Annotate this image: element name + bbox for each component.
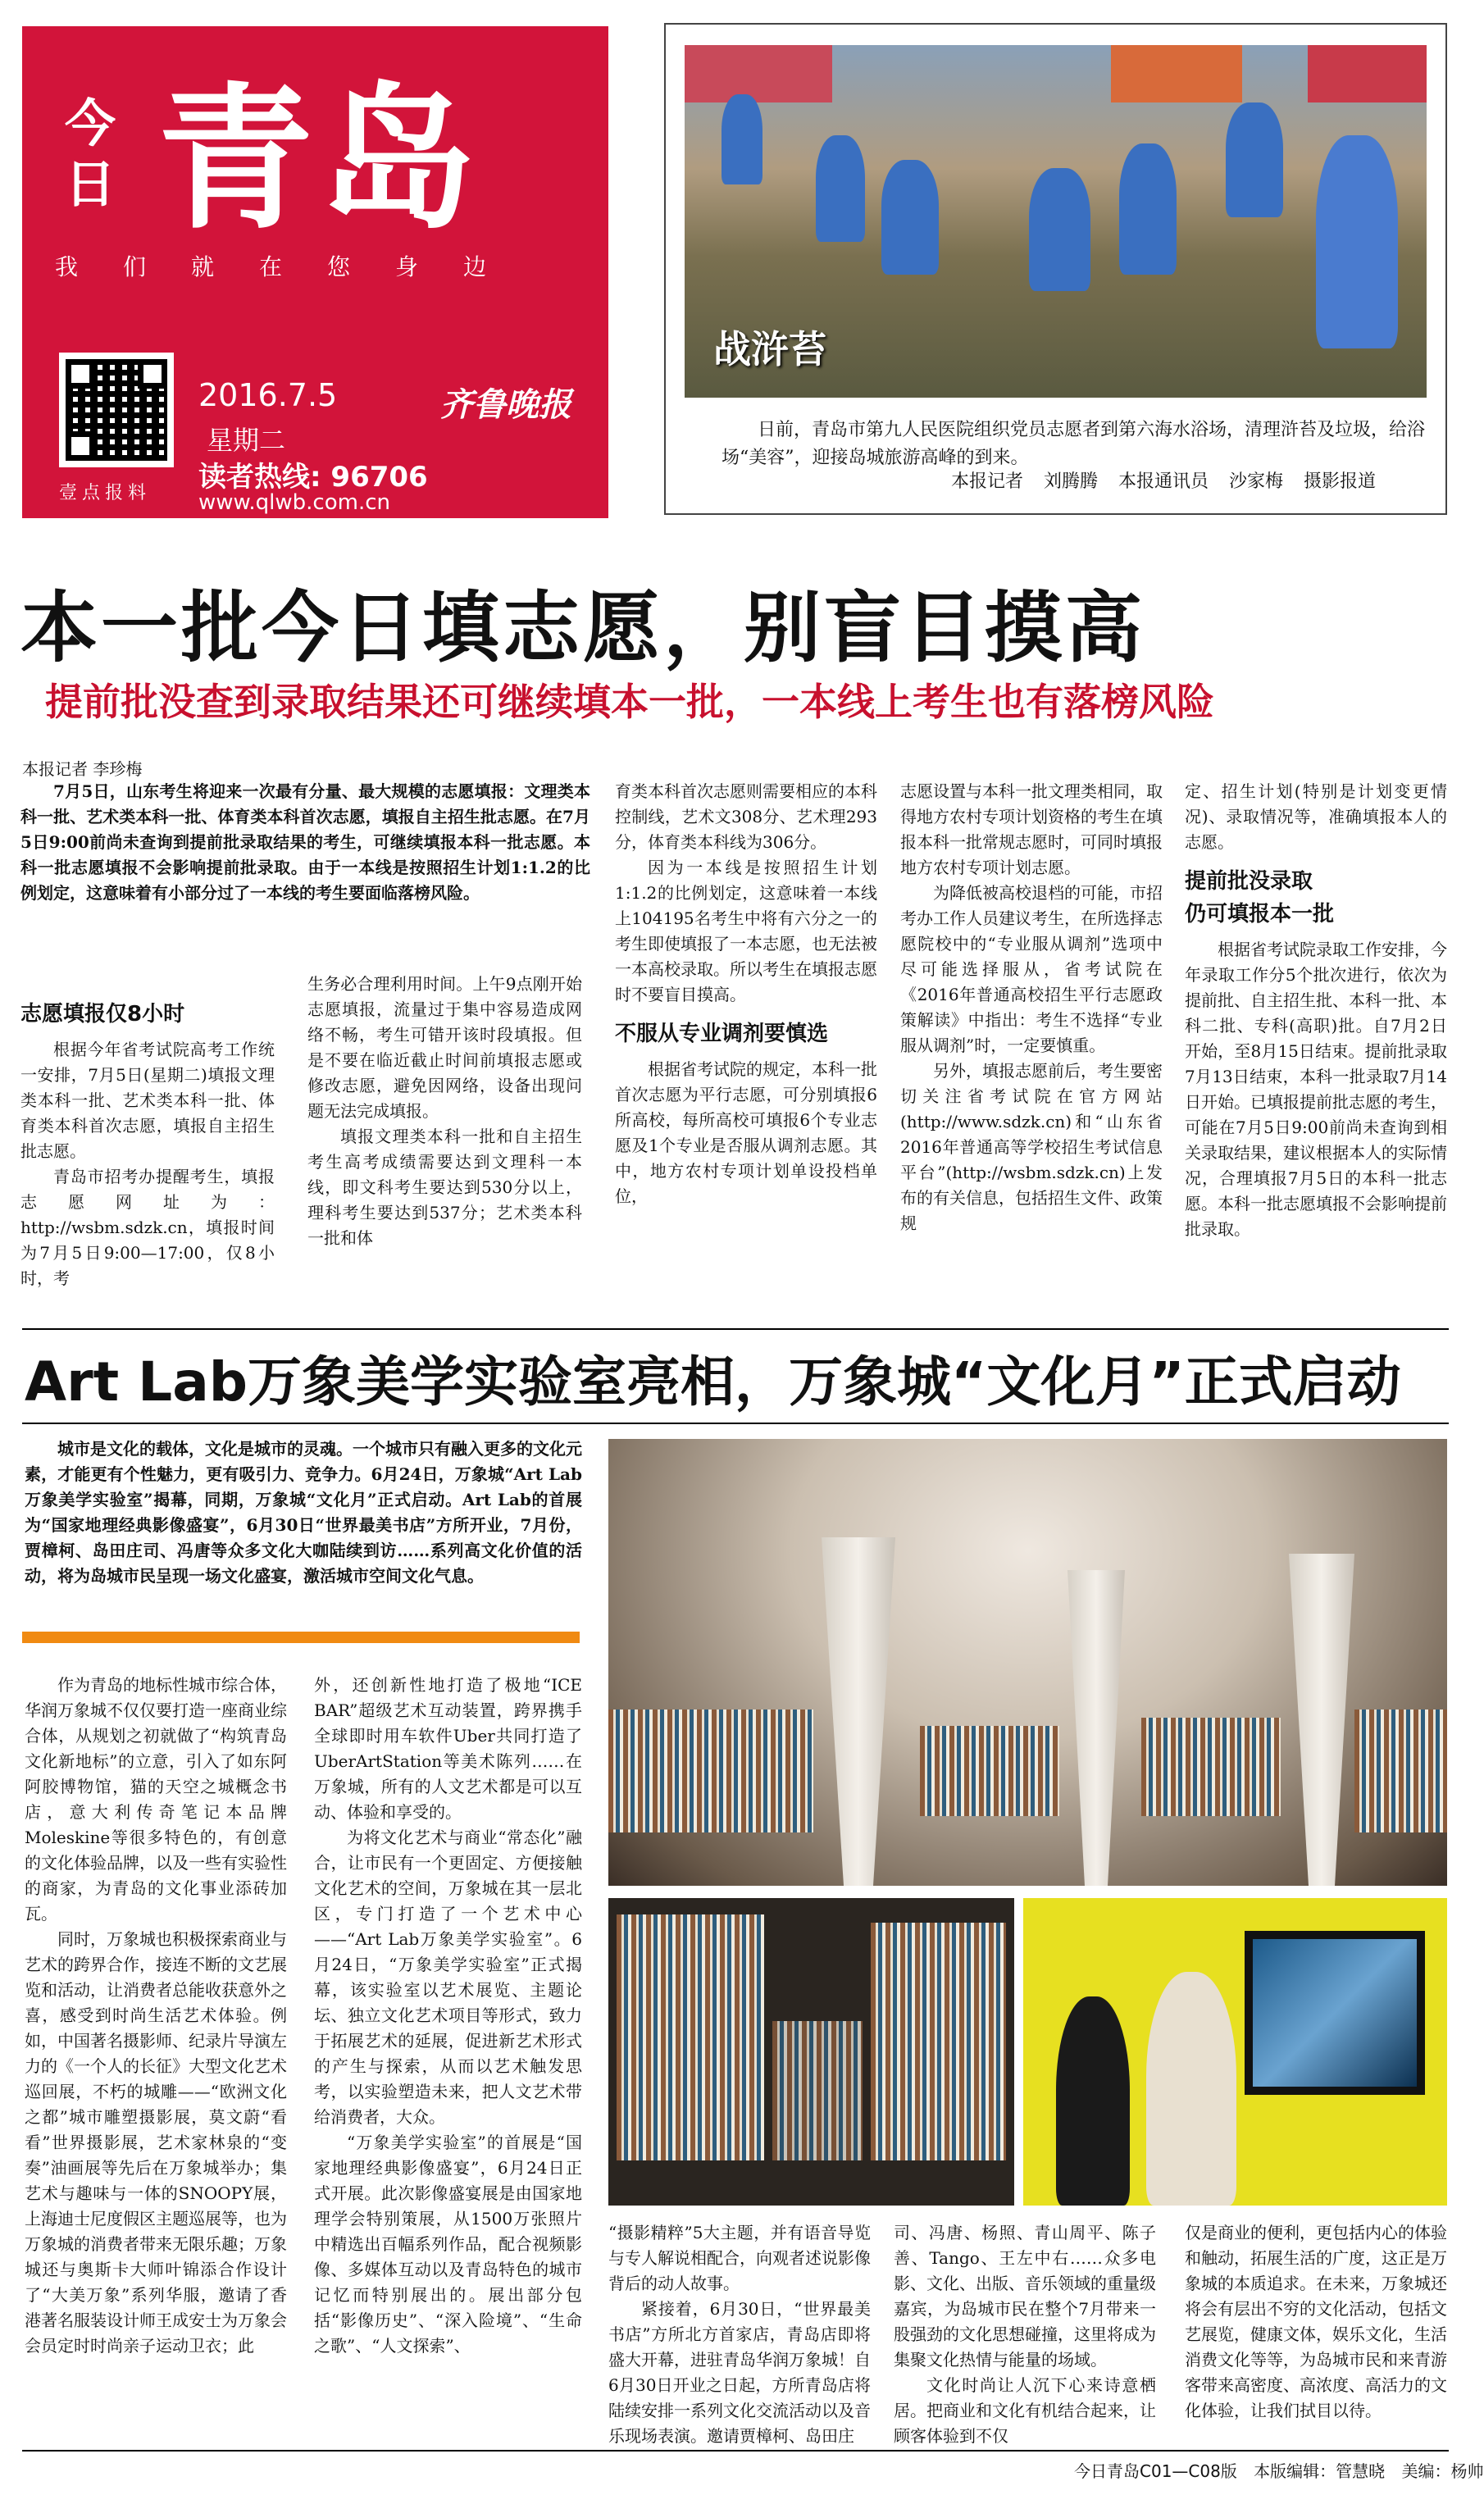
orange-accent-bar: [22, 1632, 580, 1643]
paragraph: 育类本科首次志愿则需要相应的本科控制线，艺术文308分、艺术理293分，体育类本科线为306分。: [615, 781, 877, 852]
article1-lead: 7月5日，山东考生将迎来一次最有分量、最大规模的志愿填报：文理类本科一批、艺术类本科一批、体育类本科首次志愿，填报自主招生批志愿。在7月5日9:00前尚未查询到提前批录取结果的考生，可继续填报本科一批志愿。本科一批志愿填报不会影响提前批录取。由于一本线是按照招生计划1:1.2的比例划定，这意味着有小部分过了一本线的考生要面临落榜风险。: [20, 781, 590, 903]
page-footer-credits: 今日青岛C01—C08版 本版编辑：管慧晓 美编：杨帅: [1074, 2461, 1484, 2481]
paragraph: 根据省考试院录取工作安排，今年录取工作分5个批次进行，依次为提前批、自主招生批、本科一批、本科二批、专科(高职)批。自7月2日开始，至8月15日结束。提前批录取7月13日结束，本科一批录取7月14日开始。已填报提前批志愿的考生，可能在7月5日9:00前尚未查询到相关录取结果，建议根据本人的实际情况，合理填报7月5日的本科一批志愿。本科一批志愿填报不会影响提前批录取。: [1185, 940, 1447, 1239]
article1-subheadline: 提前批没查到录取结果还可继续填本一批，一本线上考生也有落榜风险: [45, 680, 1214, 724]
issue-date: 2016.7.5: [198, 377, 338, 413]
article1-headline[interactable]: 本一批今日填志愿，别盲目摸高: [20, 584, 1146, 673]
newspaper-brand-logo: 齐鲁晚报: [440, 385, 571, 424]
paragraph: 作为青岛的地标性城市综合体，华润万象城不仅仅要打造一座商业综合体，从规划之初就做了“构筑青岛文化新地标”的立意，引入了如东阿阿胶博物馆，猫的天空之城概念书店，意大利传奇笔记本品牌Moleskine等很多特色的，有创意的文化体验品牌，以及一些有实验性的商家，为青岛的文化事业添砖加瓦。: [25, 1675, 287, 1923]
paragraph: 填报文理类本科一批和自主招生考生高考成绩需要达到文理科一本线，即文科考生要达到530分以上，理科考生要达到537分；艺术类本科一批和体: [307, 1127, 582, 1248]
paragraph: 司、冯唐、杨照、青山周平、陈子善、Tango、王左中右……众多电影、文化、出版、音乐领域的重量级嘉宾，为岛城市民在整个7月带来一股强劲的文化思想碰撞，这里将成为集聚文化热情与能量的场域。: [894, 2223, 1156, 2370]
qr-label: 壹点报料: [59, 483, 152, 503]
article2-column-3: [608, 2220, 871, 2446]
photo-gallery-visitors: [1023, 1898, 1447, 2206]
paragraph: 根据省考试院的规定，本科一批首次志愿为平行志愿，可分别填报6所高校，每所高校可填报6个专业志愿及1个专业是否服从调剂志愿。其中，地方农村专项计划单设投档单位，: [615, 1059, 877, 1206]
paragraph: 文化时尚让人沉下心来诗意栖居。把商业和文化有机结合起来，让顾客体验到不仅: [894, 2375, 1156, 2446]
paragraph: “万象美学实验室”的首展是“国家地理经典影像盛宴”，6月24日正式开展。此次影像盛宴展是由国家地理学会特别策展，从1500万张照片中精选出百幅系列作品，配合视频影像、多媒体互动以及青岛特色的城市记忆而特别展出的。展出部分包括“影像历史”、“深入险境”、“生命之歌”、“人文探索”、: [314, 2133, 582, 2356]
paragraph: 同时，万象城也积极探索商业与艺术的跨界合作，接连不断的文艺展览和活动，让消费者总能收获意外之喜，感受到时尚生活艺术体验。例如，中国著名摄影师、纪录片导演左力的《一个人的长征》大型文化艺术巡回展，不朽的城雕——“欧洲文化之都”城市雕塑摄影展，莫文蔚“看看”世界摄影展，艺术家林泉的“变奏”油画展等先后在万象城举办；集艺术与趣味与一体的SNOOPY展，上海迪士尼度假区主题巡展等，也为万象城的消费者带来无限乐趣；万象城还与奥斯卡大师叶锦添合作设计了“大美万象”系列华服，邀请了香港著名服装设计师王成安士为万象会会员定时时尚亲子运动卫衣；此: [25, 1929, 287, 2356]
section-divider: [22, 1328, 1449, 1330]
paragraph: 生务必合理利用时间。上午9点刚开始志愿填报，流量过于集中容易造成网络不畅，考生可错开该时段填报。但是不要在临近截止时间前填报志愿或修改志愿，避免因网络，设备出现问题无法完成填报。: [307, 974, 582, 1121]
article2-column-5: [1185, 2220, 1447, 2431]
article1-subheading-still-apply: 仍可填报本一批: [1185, 902, 1335, 926]
top-photo-credit: 本报记者 刘腾腾 本报通讯员 沙家梅 摄影报道: [951, 471, 1376, 492]
article1-column-4: [900, 779, 1163, 1320]
masthead-small-title: 今日: [65, 93, 116, 214]
article2-headline[interactable]: Art Lab万象美学实验室亮相，万象城“文化月”正式启动: [25, 1350, 1401, 1414]
paragraph: 仅是商业的便利，更包括内心的体验和触动，拓展生活的广度，这正是万象城的本质追求。在未来，万象城还将会有层出不穷的文化活动，包括文艺展览，健康文体，娱乐文化，生活消费文化等等，为岛城市民和来青游客带来高密度、高浓度、高活力的文化体验，让我们拭目以待。: [1185, 2223, 1447, 2420]
article1-byline: 本报记者 李珍梅: [22, 759, 143, 779]
paragraph: “摄影精粹”5大主题，并有语音导览与专人解说相配合，向观者述说影像背后的动人故事。: [608, 2223, 871, 2293]
masthead-title: 青岛: [157, 69, 483, 250]
article2-lead: 城市是文化的载体，文化是城市的灵魂。一个城市只有融入更多的文化元素，才能更有个性魅力，更有吸引力、竞争力。6月24日，万象城“Art Lab万象美学实验室”揭幕，同期，万象城“文化月”正式启动。Art Lab的首展为“国家地理经典影像盛宴”，6月30日“世界最美书店”方所开业，7月份，贾樟柯、岛田庄司、冯唐等众多文化大咖陆续到访……系列高文化价值的活动，将为岛城市民呈现一场文化盛宴，激活城市空间文化气息。: [25, 1439, 582, 1586]
paragraph: 另外，填报志愿前后，考生要密切关注省考试院在官方网站(http://www.sdzk.cn)和“山东省2016年普通高等学校招生考试信息平台”(http://wsbm.sdzk.cn)上发布的有关信息，包括招生文件、政策规: [900, 1061, 1163, 1233]
paragraph: 为将文化艺术与商业“常态化”融合，让市民有一个更固定、方便接触文化艺术的空间，万象城在其一层北区，专门打造了一个艺术中心——“Art Lab万象美学实验室”。6月24日，“万象美学实验室”正式揭幕，该实验室以艺术展览、主题论坛、独立文化艺术项目等形式，致力于拓展艺术的延展，促进新艺术形式的产生与探索，从而以艺术触发思考，以实验塑造未来，把人文艺术带给消费者，大众。: [314, 1828, 582, 2127]
photo-bookshelves: [608, 1898, 1014, 2206]
article1-subheading-early-batch: 提前批没录取: [1185, 869, 1313, 894]
paragraph: 因为一本线是按照招生计划1:1.2的比例划定，这意味着一本线上104195名考生中将有六分之一的考生即使填报了一本志愿，也无法被一本高校录取。所以考生在填报志愿时不要盲目摸高。: [615, 858, 877, 1004]
reader-hotline: 读者热线: 96706: [198, 461, 428, 494]
photo-bookstore-interior: [608, 1439, 1447, 1886]
paragraph: 志愿设置与本科一批文理类相同，取得地方农村专项计划资格的考生在填报本科一批常规志愿时，可同时填报地方农村专项计划志愿。: [900, 781, 1163, 877]
masthead-slogan: 我们就在您身边: [55, 253, 532, 280]
article1-column-3: [615, 779, 877, 1320]
article1-column-2: [307, 972, 582, 1320]
headline-divider: [22, 1423, 1449, 1424]
article2-column-1: [25, 1673, 287, 2431]
masthead: [22, 26, 608, 518]
paragraph: 外，还创新性地打造了极地“ICE BAR”超级艺术互动装置，跨界携手全球即时用车软件Uber共同打造了UberArtStation等美术陈列……在万象城，所有的人文艺术都是可以互动、体验和享受的。: [314, 1675, 582, 1822]
article1-subheading-fill-hours: 志愿填报仅8小时: [20, 1002, 185, 1027]
paragraph: 定、招生计划(特别是计划变更情况)、录取情况等，准确填报本人的志愿。: [1185, 781, 1447, 852]
article2-column-4: [894, 2220, 1156, 2446]
qr-code[interactable]: [59, 353, 174, 467]
article2-column-2: [314, 1673, 582, 2431]
top-photo-caption: 日前，青岛市第九人民医院组织党员志愿者到第六海水浴场，清理浒苔及垃圾，给浴场“美容”，迎接岛城旅游高峰的到来。: [722, 420, 1426, 468]
paragraph: 紧接着，6月30日，“世界最美书店”方所北方首家店，青岛店即将盛大开幕，进驻青岛华润万象城！自6月30日开业之日起，方所青岛店将陆续安排一系列文化交流活动以及音乐现场表演。邀请贾樟柯、岛田庄: [608, 2299, 871, 2446]
issue-weekday: 星期二: [207, 425, 286, 456]
photo-overlay-title: 战浒苔: [713, 327, 826, 371]
website-link[interactable]: www.qlwb.com.cn: [198, 490, 390, 515]
paragraph: 青岛市招考办提醒考生，填报志愿网址为：http://wsbm.sdzk.cn，填报时间为7月5日9:00—17:00，仅8小时，考: [20, 1167, 275, 1288]
article1-column-5: [1185, 779, 1447, 1320]
article1-column-1: [20, 988, 275, 1320]
paragraph: 为降低被高校退档的可能，市招考办工作人员建议考生，在所选择志愿院校中的“专业服从调剂”选项中尽可能选择服从，省考试院在《2016年普通高校招生平行志愿政策解读》中指出：考生不选择“专业服从调剂”时，一定要慎重。: [900, 883, 1163, 1055]
footer-rule: [22, 2450, 1449, 2452]
paragraph: 根据今年省考试院高考工作统一安排，7月5日(星期二)填报文理类本科一批、艺术类本科一批、体育类本科首次志愿，填报自主招生批志愿。: [20, 1040, 275, 1161]
article1-subheading-adjustment: 不服从专业调剂要慎选: [615, 1022, 829, 1046]
